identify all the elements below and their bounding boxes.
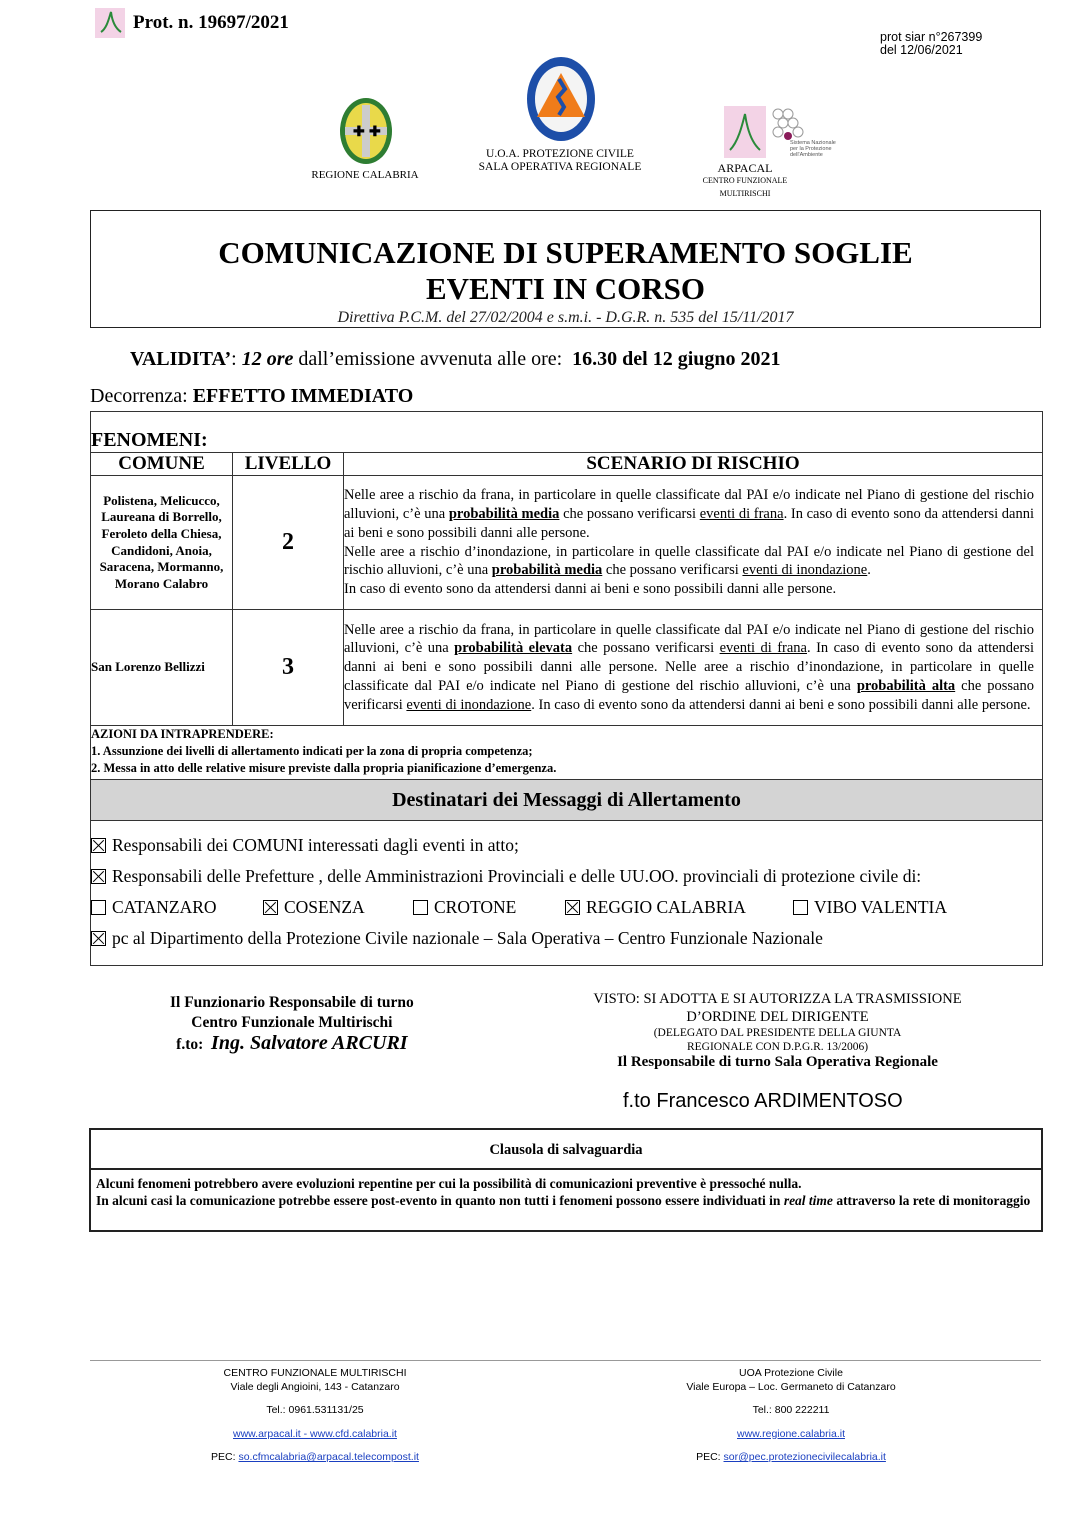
checkbox-empty-icon [91, 900, 106, 915]
scenario-cell: Nelle aree a rischio da frana, in particolare in quelle classificate dal PAI e/o indicate nel Piano di gestione del rischio alluvioni, c’è una probabilità media che possano verificarsi eventi di frana. In caso di evento sono da attendersi danni ai beni e sono possibili danni alle persone. Nelle aree a rischio d’inondazione, in particolare in quelle classificate dal PAI e/o indicate nel Piano di gestione del rischio alluvioni, c’è una probabilità media che possano verificarsi eventi di inondazione. In caso di evento sono da attendersi danni ai beni e sono possibili danni alle persone. [344, 476, 1043, 610]
footer-divider [90, 1360, 1041, 1361]
protezione-civile-seal-icon [525, 55, 597, 143]
table-row [91, 476, 1043, 610]
footer-left-pec-link[interactable]: so.cfmcalabria@arpacal.telecompost.it [238, 1451, 419, 1463]
sistema-label: Sistema Nazionale per la Protezione dell'Ambiente [790, 140, 836, 158]
header-scenario: SCENARIO DI RISCHIO [344, 453, 1043, 476]
protocol-header [95, 8, 289, 38]
clausola-title: Clausola di salvaguardia [91, 1130, 1041, 1170]
comuni-cell: Polistena, Melicucco, Laureana di Borrello, Feroleto della Chiesa, Candidoni, Anoia, Saracena, Mormanno, Morano Calabro [91, 476, 233, 610]
protezione-civile-seal [525, 55, 597, 148]
footer-right-website-link[interactable]: www.regione.calabria.it [737, 1427, 845, 1440]
protocol-number: Prot. n. 19697/2021 [133, 12, 289, 33]
azioni-section: AZIONI DA INTRAPRENDERE: 1. Assunzione dei livelli di allertamento indicati per la zona di propria competenza; 2. Messa in atto delle relative misure previste dalla propria pianificazione d’emergenza. [91, 726, 1043, 780]
header-livello: LIVELLO [233, 453, 344, 476]
footer-left-website-link[interactable]: www.arpacal.it - www.cfd.calabria.it [233, 1427, 397, 1440]
livello-cell: 2 [233, 476, 344, 610]
regione-calabria-shield-icon [338, 96, 394, 166]
validity-line: VALIDITA’: 12 ore dall’emissione avvenuta alle ore: 16.30 del 12 giugno 2021 [130, 348, 781, 370]
svg-text:✚: ✚ [369, 125, 381, 140]
document-title: COMUNICAZIONE DI SUPERAMENTO SOGLIE EVENTI IN CORSO [218, 235, 913, 306]
header-comune: COMUNE [91, 453, 233, 476]
svg-text:✚: ✚ [353, 125, 365, 140]
scenario-cell: Nelle aree a rischio da frana, in particolare in quelle classificate dal PAI e/o indicate nel Piano di gestione del rischio alluvioni, c’è una probabilità elevata che possano verificarsi eventi di frana. In caso di evento sono da attendersi danni ai beni e sono possibili danni alle persone. Nelle aree a rischio d’inondazione, in particolare in quelle classificate dal PAI e/o indicate nel Piano di gestione del rischio alluvioni, c’è una probabilità alta che possano verificarsi eventi di inondazione. In caso di evento sono da attendersi danni ai beni e sono possibili danni alle persone. [344, 610, 1043, 726]
province-list [91, 892, 1042, 923]
regione-label: REGIONE CALABRIA [311, 169, 419, 181]
checkbox-empty-icon [793, 900, 808, 915]
title-box [90, 210, 1041, 328]
province-catanzaro: CATANZARO [91, 897, 263, 918]
recipient-dipartimento: pc al Dipartimento della Protezione Civile nazionale – Sala Operativa – Centro Funzionale Nazionale [91, 923, 1042, 954]
province-cosenza: COSENZA [263, 897, 413, 918]
livello-cell: 3 [233, 610, 344, 726]
footer-left: CENTRO FUNZIONALE MULTIRISCHI Viale degli Angioini, 143 - Catanzaro Tel.: 0961.531131/25 www.arpacal.it - www.cfd.calabria.it PEC: so.cfmcalabria@arpacal.telecompost.it [185, 1367, 445, 1465]
province-vibo-valentia: VIBO VALENTIA [793, 897, 947, 918]
uoa-label: U.O.A. PROTEZIONE CIVILE SALA OPERATIVA REGIONALE [478, 148, 642, 173]
checkbox-empty-icon [413, 900, 428, 915]
destinatari-title: Destinatari dei Messaggi di Allertamento [91, 780, 1043, 821]
checkbox-checked-icon [91, 931, 106, 946]
recipient-prefetture: Responsabili delle Prefetture , delle Amministrazioni Provinciali e delle UU.OO. provinciali di protezione civile di: [91, 861, 1042, 892]
checkbox-checked-icon [263, 900, 278, 915]
destinatari-section [91, 821, 1043, 966]
directive-reference: Direttiva P.C.M. del 27/02/2004 e s.m.i. - D.G.R. n. 535 del 15/11/2017 [337, 309, 794, 326]
clausola-text: Alcuni fenomeni potrebbero avere evoluzioni repentine per cui la possibilità di comunicazioni preventive è pressoché nulla. In alcuni casi la comunicazione potrebbe essere post-evento in quanto non tutti i fenomeni possono essere individuati in real time attraverso la rete di monitoraggio [96, 1176, 1031, 1208]
footer-right: UOA Protezione Civile Viale Europa – Loc. Germaneto di Catanzaro Tel.: 800 222211 www.regione.calabria.it PEC: sor@pec.protezionecivilecalabria.it [650, 1367, 932, 1465]
table-row [91, 610, 1043, 726]
province-reggio-calabria: REGGIO CALABRIA [565, 897, 793, 918]
signature-right: VISTO: SI ADOTTA E SI AUTORIZZA LA TRASMISSIONE D’ORDINE DEL DIRIGENTE (DELEGATO DAL PRESIDENTE DELLA GIUNTA REGIONALE CON D.P.G.R. 13/2006) Il Responsabile di turno Sala Operativa Regionale [593, 991, 962, 1070]
arpacal-sub-label: CENTRO FUNZIONALE MULTIRISCHI [702, 176, 788, 198]
arpacal-mini-logo-icon [95, 8, 125, 38]
checkbox-checked-icon [565, 900, 580, 915]
checkbox-checked-icon [91, 869, 106, 884]
siar-reference: prot siar n°267399 del 12/06/2021 [880, 30, 983, 57]
decorrenza-line: Decorrenza: EFFETTO IMMEDIATO [90, 385, 414, 407]
arpacal-label: ARPACAL [717, 161, 773, 175]
arpacal-logo-icon [724, 106, 766, 158]
province-crotone: CROTONE [413, 897, 565, 918]
comuni-cell: San Lorenzo Bellizzi [91, 610, 233, 726]
regione-calabria-logo [338, 96, 394, 171]
signature-right-name: f.to Francesco ARDIMENTOSO [623, 1090, 903, 1112]
footer-right-pec-link[interactable]: sor@pec.protezionecivilecalabria.it [723, 1451, 886, 1463]
checkbox-checked-icon [91, 838, 106, 853]
signature-left: Il Funzionario Responsabile di turno Centro Funzionale Multirischi f.to: Ing. Salvatore ARCURI [170, 994, 414, 1054]
recipient-comuni: Responsabili dei COMUNI interessati dagli eventi in atto; [91, 830, 1042, 861]
fenomeni-title: FENOMENI: [91, 412, 1043, 453]
fenomeni-table [90, 411, 1043, 966]
clausola-box [89, 1128, 1043, 1232]
